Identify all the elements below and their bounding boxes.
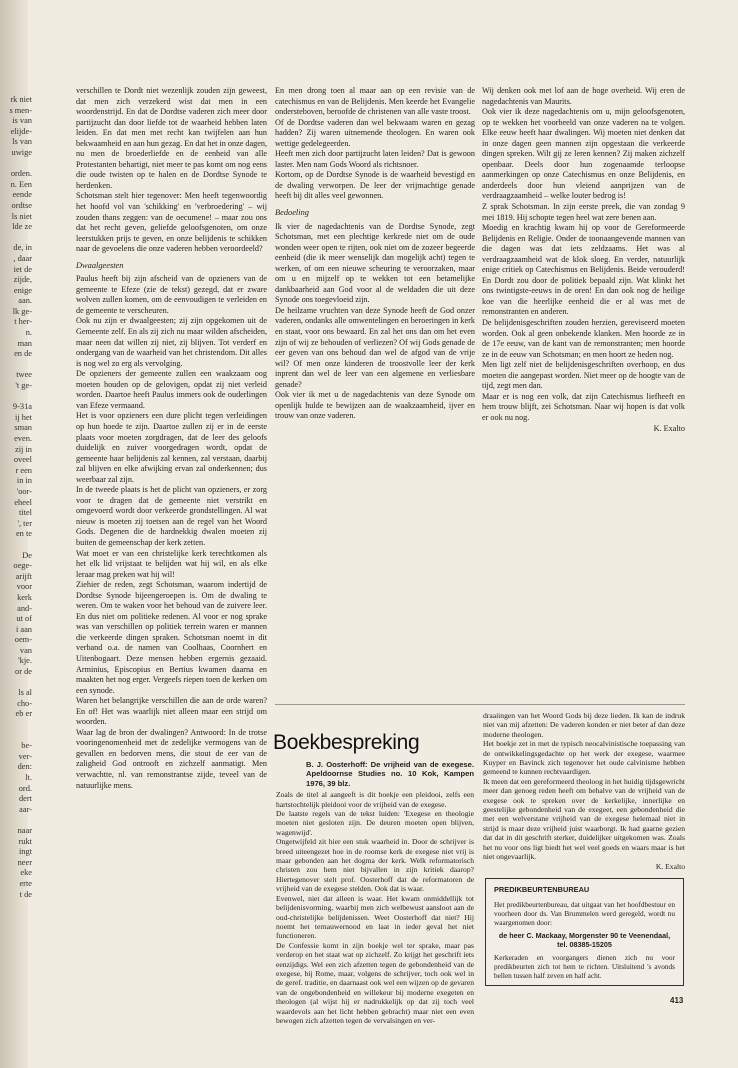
gutter-fragment: dert xyxy=(18,794,32,804)
col1-paragraph-2: Schotsman stelt hier tegenover: Men heeft tegenwoordig het hoofd vol van 'schikking' en 'verbroedering' – wij zouden thans zeggen: van de oecumene! – maar zou ons dat het recht geven, geliefde geloofsgenoten, om onze leerstukken prijs te geven, en onze belijdenis te schikken naar de gevoelens die onze vaderen hebben veroordeeld? xyxy=(76,191,267,254)
col1-subheading-dwaalgeesten: Dwaalgeesten xyxy=(76,260,124,270)
column-2 xyxy=(275,86,475,706)
notice-paragraph-1: Het predikbeurtenbureau, dat uitgaat van het hoofdbestuur en voorheen door ds. Van Brummelen werd geregeld, wordt nu waargenomen door: xyxy=(494,900,675,927)
gutter-fragment: even. xyxy=(14,434,32,443)
gutter-fragment: De xyxy=(22,550,32,560)
gutter-fragment: t de xyxy=(19,889,32,899)
gutter-fragment: uwige xyxy=(11,147,32,157)
review-paragraph-4: Evenwel, niet dat alleen is waar. Het kwam onmiddellijk tot belijdenisvorming, waarbij men zich welbewust aansloot aan de oud-christelijke belijdenissen. Weet Oosterhoff dat niet? Hij noemt het ternauwernood en laat in ieder geval het niet functioneren. xyxy=(276,893,474,941)
notice-title: PREDIKBEURTENBUREAU xyxy=(494,885,590,894)
gutter-fragment: ij het xyxy=(15,412,32,422)
gutter-fragment: twee xyxy=(16,370,32,380)
gutter-fragment xyxy=(0,360,36,371)
gutter-fragment: n. Een xyxy=(10,179,32,189)
gutter-fragment: n. xyxy=(25,328,32,338)
col1-paragraph-4: Ook nu zijn er dwaalgeesten; zij zijn opgekomen uit de Gemeente zelf. En als zij zich nu maar wilden afscheiden, maar neen dat willen zij niet, zij blijven. Tot verderf en ondergang van de waarheid van het christendom. Dit alles is nog wel zo erg als vervolging. xyxy=(76,316,267,368)
col1-paragraph-1: verschillen te Dordt niet wezenlijk zouden zijn geweest, dat men zich verzekerd wist dat men in een woordenstrijd. En dat de Dordtse vaderen zich meer door partijzucht dan door liefde tot de waarheid hebben laten leiden. En dat men met recht kan twijfelen aan hun bekwaamheid en aan hun gezag. En dat het in onze dagen, nu men de broederliefde en de eenheid van alle Protestanten behartigt, niet meer te pas komt om nog eens die oude twisten op te halen en de Dordtse Synode te herdenken. xyxy=(76,86,267,190)
review-paragraph-6: draaiingen van het Woord Gods bij deze lieden. Ik kan de indruk niet van mij afzetten: De vaderen konden er niet beter af dan deze moderne theologen. xyxy=(483,711,685,739)
gutter-fragment: and- xyxy=(17,603,32,613)
gutter-fragment: ord. xyxy=(18,783,32,793)
gutter-fragment xyxy=(0,815,36,826)
review-heading: Boekbespreking xyxy=(273,731,420,754)
gutter-fragment: rukt xyxy=(18,836,32,846)
page-number: 413 xyxy=(670,996,684,1005)
review-bibliography: B. J. Oosterhoff: De vrijheid van de exegese. Apeldoornse Studies no. 10 Kok, Kampen 1976, 39 blz. xyxy=(306,760,474,788)
review-paragraph-5: De Confessie komt in zijn boekje wel ter sprake, maar pas verderop en het staat wat op zichzelf. Zo krijgt het geschrift iets eenzijdigs. Wel een zich afzetten tegen de gebondenheid van de exegese, bij Rome, maar, volgens de schrijver, toch ook wel in de geref. traditie, en daarnaast ook wel een wijzen op de gevaren van de ongebondenheid en willekeur bij moderne exegeten en theologen (al wijst hij er nadrukkelijk op dat zij toch veel waardevols aan het licht hebben gebracht) maar niet een even bewogen zich afzetten tegen de vervalsingen en ver- xyxy=(276,940,474,1025)
col3-paragraph-2: Ook vier ik deze nagedachtenis om u, mijn geloofsgenoten, op te wekken het voorbeeld van onze vaderen na te volgen. Elke eeuw heeft haar dwalingen. Wij moeten niet denken dat in onze dagen geen mannen zijn opgestaan die verkeerde dingen spreken. Wilt gij ze leren kennen? Zij maken zichzelf openbaar. Deels door hun zogenaamde terloopse aanmerkingen op onze Catechismus en onze Belijdenis, en anderdeels door hun vleiend aanprijzen van de verdraagzaamheid – welke louter bedrog is! xyxy=(482,107,685,201)
gutter-fragment xyxy=(0,159,36,170)
gutter-fragment: ordtse xyxy=(11,200,32,210)
col2-paragraph-6: De heilzame vruchten van deze Synode heeft de God onzer vaderen, ondanks alle omwentelingen en beroeringen in kerk en staat, voor ons bewaard. En zal het ons dan om het even zijn of wij ze behouden of verliezen? Of wij Gods genade de eer geven van ons behoud dan wel de afgod van de vrije wil? Of men onze kinderen de troostvolle leer der kerk inprent dan wel de leer van een algemene en verliesbare genade? xyxy=(275,305,475,389)
gutter-fragment: be- xyxy=(21,741,32,751)
col1-paragraph-5: De opzieners der gemeente zullen een waakzaam oog moeten houden op de gelovigen, opdat zij niet verleid worden. Daartoe heeft Paulus immers ook de ouderlingen van Efeze vermaand. xyxy=(76,369,267,410)
gutter-fragment: rk niet xyxy=(10,95,32,104)
gutter-fragment: eheel xyxy=(14,497,32,507)
gutter-fragment: zijde, xyxy=(13,275,32,285)
col2-subheading-bedoeling: Bedoeling xyxy=(275,208,309,218)
gutter-fragment: sman xyxy=(14,423,32,433)
gutter-fragment: or de xyxy=(15,667,32,677)
gutter-fragment: lde ze xyxy=(12,222,32,232)
col3-paragraph-4: Moedig en krachtig kwam hij op voor de Gereformeerde Belijdenis en Religie. Onder de toonaangevende mannen van die dagen was dat iets zeldzaams. Het was al verdraagzaamheid wat de klok sloeg. En verder, natuurlijk enige critiek op Catechismus en Belijdenis. Beide verouderd! En Dordt zou door de politiek bepaald zijn. Wat klinkt het ons twintigste-eeuws in de oren! En dan ook nog de heilige koe van die heerlijke eenheid die er al was met de remonstranten en anderen. xyxy=(482,223,685,317)
col2-paragraph-5: Ik vier de nagedachtenis van de Dordtse Synode, zegt Schotsman, met een plechtige kerkrede niet om de oude wonden weer open te rijten, ook niet om de zozeer begeerde eenheid (die ik meer wenselijk dan mogelijk acht) tegen te werken, of om een nieuwe scheuring te veroorzaken, maar om u en mijzelf op te wekken tot een betamelijke dankbaarheid aan God voor al de weldaden die uit deze Synode ons toegevloeid zijn. xyxy=(275,221,475,305)
col2-paragraph-2: Of de Dordtse vaderen dan wel bekwaam waren en gezag hadden? Zij waren uitnemende theologen. En waren ook wettige gedelegeerden. xyxy=(275,117,475,148)
gutter-fragment: t her- xyxy=(14,317,32,327)
gutter-fragment xyxy=(0,720,36,731)
gutter-fragment: van xyxy=(19,645,32,655)
gutter-fragment: eke xyxy=(20,868,32,878)
gutter-fragment: 't ge- xyxy=(15,381,32,391)
gutter-fragment: aan. xyxy=(18,296,32,306)
review-paragraph-2: De laatste regels van de tekst luiden: 'Exegese en theologie moeten niet gesloten zijn. De deuren moeten open blijven, wagenwijd'. xyxy=(276,809,474,837)
gutter-fragment: zij in xyxy=(15,444,32,454)
gutter-fragment: ver- xyxy=(18,751,32,761)
gutter-fragment: 9-31a xyxy=(12,402,32,412)
col2-paragraph-7: Ook vier ik met u de nagedachtenis van deze Synode om openlijk hulde te bewijzen aan de waakzaamheid, ijver en trouw van onze vaderen. xyxy=(275,390,475,421)
gutter-fragment: ', ter xyxy=(17,518,32,528)
gutter-fragment: titel xyxy=(18,508,32,518)
col1-paragraph-9: Ziehier de reden, zegt Schotsman, waarom indertijd de Dordtse Synode bijeengeroepen is. Om de dwaling te weren. Om te waken voor het behoud van de zuivere leer. En dus niet om politieke redenen. Al voor er nog sprake was van verschillen op politiek terrein waren er mannen die verkeerde dingen spraken. Schotsman noemt in dit verband o.a. de namen van Coolhaas, Coornhert en Uitenbogaart. Deze mensen hebben ergernis gezaaid. Arminius, Episcopius en Bertius kwamen daarna en maakten het nog erger. Vergeefs riepen toen de kerken om een synode. xyxy=(76,580,267,695)
gutter-fragment: eb er xyxy=(15,709,32,719)
gutter-fragment xyxy=(0,540,36,551)
col1-paragraph-6: Het is voor opzieners een dure plicht tegen verleidingen op hun hoede te zijn. Daartoe zullen zij er in de eerste plaats voor moeten zorgdragen, dat de leer des geloofs duidelijk en zuiver voorgedragen wordt, opdat de gemeente haar belijdenis zal kennen, zal verstaan, daarbij zal blijven en elke afwijking ervan zal onderkennen; dus weerbaar zal zijn. xyxy=(76,411,267,484)
section-divider xyxy=(275,704,685,705)
notice-address: de heer C. Mackaay, Morgenster 90 te Veenendaal, tel. 08385-15205 xyxy=(498,931,671,949)
gutter-fragment xyxy=(0,233,36,244)
col2-paragraph-4: Kortom, op de Dordtse Synode is de waarheid bevestigd en de dwaling verworpen. De leer der vrijmachtige genade heeft bij dit alles veel gewonnen. xyxy=(275,170,475,201)
gutter-fragment: ut of xyxy=(16,614,32,624)
col2-paragraph-3: Heeft men zich door partijzucht laten leiden? Dat is gewoon laster. Men nam Gods Woord als richtsnoer. xyxy=(275,149,475,169)
gutter-fragment: lk ge- xyxy=(12,306,32,316)
gutter-fragment xyxy=(0,678,36,689)
gutter-fragment: cho- xyxy=(17,698,32,708)
gutter-fragment: kerk xyxy=(17,592,32,602)
review-paragraph-3: Ongetwijfeld zit hier een stuk waarheid in. Door de schrijver is breed uiteengezet hoe in de roomse kerk de exegese niet vrij is maar gebonden aan het dogma der kerk. Welk reformatorisch christen zou hem niet bijvallen in zijn kritiek daarop? Hiertegenover stelt prof. Oosterhoff dat de reformatoren de vrijheid van de exegese stelden. Ook dat is waar. xyxy=(276,837,474,894)
gutter-fragment: ls van xyxy=(12,137,32,147)
col3-paragraph-1: Wij denken ook met lof aan de hoge overheid. Wij eren de nagedachtenis van Maurits. xyxy=(482,86,685,106)
col1-paragraph-8: Wat moet er van een christelijke kerk terechtkomen als het elk lid vrijstaat te belijden wat hij wil, en als elke leraar mag preken wat hij wil! xyxy=(76,548,267,579)
gutter-fragment: in in xyxy=(16,476,32,486)
column-1 xyxy=(76,86,267,981)
gutter-fragment xyxy=(0,392,36,403)
gutter-fragment: en de xyxy=(14,349,32,359)
review-signature: K. Exalto xyxy=(655,861,685,871)
col1-paragraph-7: In de tweede plaats is het de plicht van opzieners, er zorg voor te dragen dat de gemeente niet verstrikt en omgevoerd wordt door verkeerde grondstellingen. Al wat nieuw is moeten zij toetsen aan de regel van het Woord Gods. Degenen die de hardnekkig dwalen moeten zij buiten de gemeenschap der kerk zetten. xyxy=(76,485,267,547)
gutter-fragment: neer xyxy=(17,857,32,867)
gutter-fragment: erte xyxy=(19,878,32,888)
gutter-fragment: man xyxy=(17,338,32,348)
gutter-fragment: 'kje. xyxy=(18,656,32,666)
col3-paragraph-3: Z sprak Schotsman. In zijn eerste preek, die van zondag 9 mei 1819. Hij schopte tegen heel wat zere benen aan. xyxy=(482,202,685,222)
gutter-fragment: naar xyxy=(17,825,32,835)
review-column-right xyxy=(483,711,685,873)
article-signature: K. Exalto xyxy=(653,423,685,433)
review-paragraph-8: Ik meen dat een gereformeerd theoloog in het huidig tijdsgewricht meer dan genoeg reden heeft om behalve van de vrijheid van de exegese ook te spreken over de kerkelijke, innerlijke en geestelijke gebondenheid van de exegeet, een gebondenheid die met een welverstane vrijheid van de exegese helemaal niet in strijd is maar deze vrijheid juist waarborgt. Ik had gaarne gezien dat dat in dit geschrift sterker, duidelijker uitgekomen was. Zoals het nu voor ons ligt biedt het wel veel goeds en waars maar is het niet ongevaarlijk. xyxy=(483,776,685,862)
gutter-fragment: den: xyxy=(17,762,32,772)
gutter-fragment: orden. xyxy=(10,169,32,179)
gutter-fragment: ingt xyxy=(18,847,32,857)
gutter-fragment: ls niet xyxy=(11,211,32,221)
gutter-fragment: 'oor- xyxy=(16,486,32,496)
review-paragraph-7: Het boekje zet in met de typisch neocalvinistische toepassing van de ontwikkelingsgedachte op het werk der exegese, waarmee Kuyper en Bavinck zich tegenover het oude calvinisme hebben gemeend te kunnen rechtvaardigen. xyxy=(483,739,685,777)
gutter-fragment xyxy=(0,731,36,742)
col3-paragraph-7: Maar er is nog een volk, dat zijn Catechismus liefheeft en hem trouw blijft, zei Schotsman. Naar wij hopen is dat volk er ook nu nog. xyxy=(482,391,685,422)
gutter-fragment: is van xyxy=(12,116,32,126)
col1-paragraph-3: Paulus heeft bij zijn afscheid van de opzieners van de gemeente te Efeze (zie de tekst) gezegd, dat er zware wolven zullen komen, om de eenvoudigen te verleiden en de gemeente te verscheuren. xyxy=(76,274,267,315)
col2-paragraph-1: En men drong toen al maar aan op een revisie van de catechismus en van de Belijdenis. Men keerde het Evangelie ondersteboven, beroofde de christenen van alle vaste troost. xyxy=(275,86,475,117)
review-column-left xyxy=(276,760,474,1025)
col3-paragraph-5: De belijdenisgeschriften zouden herzien, gereviseerd moeten worden. Ook al geen onbekende klanken. Men hoorde ze in de 17e eeuw, van de kant van de remonstranten; men hoorde ze in de eeuw van Schotsman; en men hoort ze heden nog. xyxy=(482,318,685,359)
facing-page-gutter-text xyxy=(0,95,36,900)
gutter-fragment: oem- xyxy=(14,635,32,645)
gutter-fragment: aar- xyxy=(19,804,32,814)
notice-paragraph-2: Kerkeraden en voorgangers dienen zich nu voor predikbeurten zich tot hem te richten. Uitsluitend 's avonds bellen tussen half zeven en half acht. xyxy=(494,953,675,980)
gutter-fragment: iet de xyxy=(13,264,32,274)
gutter-fragment: arijft xyxy=(15,571,32,581)
gutter-fragment: de, in xyxy=(13,243,32,253)
gutter-fragment: , daar xyxy=(13,253,32,263)
gutter-fragment: enige xyxy=(13,285,32,295)
notice-box xyxy=(485,878,684,986)
col1-paragraph-10: Waren het belangrijke verschillen die aan de orde waren? En of! Het was waarlijk niet alleen maar een strijd om woorden. xyxy=(76,696,267,727)
gutter-fragment: voor xyxy=(16,582,32,592)
col1-paragraph-11: Waar lag de bron der dwalingen? Antwoord: In de trotse vooringenomenheid met de zedelijke vermogens van de gevallen en bedorven mens, die stout de eer van de zaligheid God ontrooft en zichzelf aanmatigt. Men verwachtte, nl. van remonstrantse zijde, teveel van de natuurlijke mens. xyxy=(76,727,267,790)
gutter-fragment: oveel xyxy=(13,455,32,465)
gutter-fragment: ls al xyxy=(18,688,32,698)
gutter-fragment: i aan xyxy=(15,624,32,634)
gutter-fragment: en te xyxy=(15,529,32,539)
gutter-fragment: lt. xyxy=(25,773,32,782)
column-3 xyxy=(482,86,685,706)
gutter-fragment: elijde- xyxy=(10,126,32,136)
gutter-fragment: r een xyxy=(15,465,32,475)
gutter-fragment: oege- xyxy=(13,561,32,571)
col3-paragraph-6: Men ligt zelf niet de belijdenisgeschriften overhoop, en dus moeten die aangepast worden. Niet meer op de hoogte van de tijd, zegt men dan. xyxy=(482,360,685,391)
gutter-fragment: eende xyxy=(12,190,32,200)
review-paragraph-1: Zoals de titel al aangeeft is dit boekje een pleidooi, zelfs een hartstochtelijk pleidooi voor de vrijheid van de exegese. xyxy=(276,790,474,809)
gutter-fragment: s men- xyxy=(9,105,32,115)
